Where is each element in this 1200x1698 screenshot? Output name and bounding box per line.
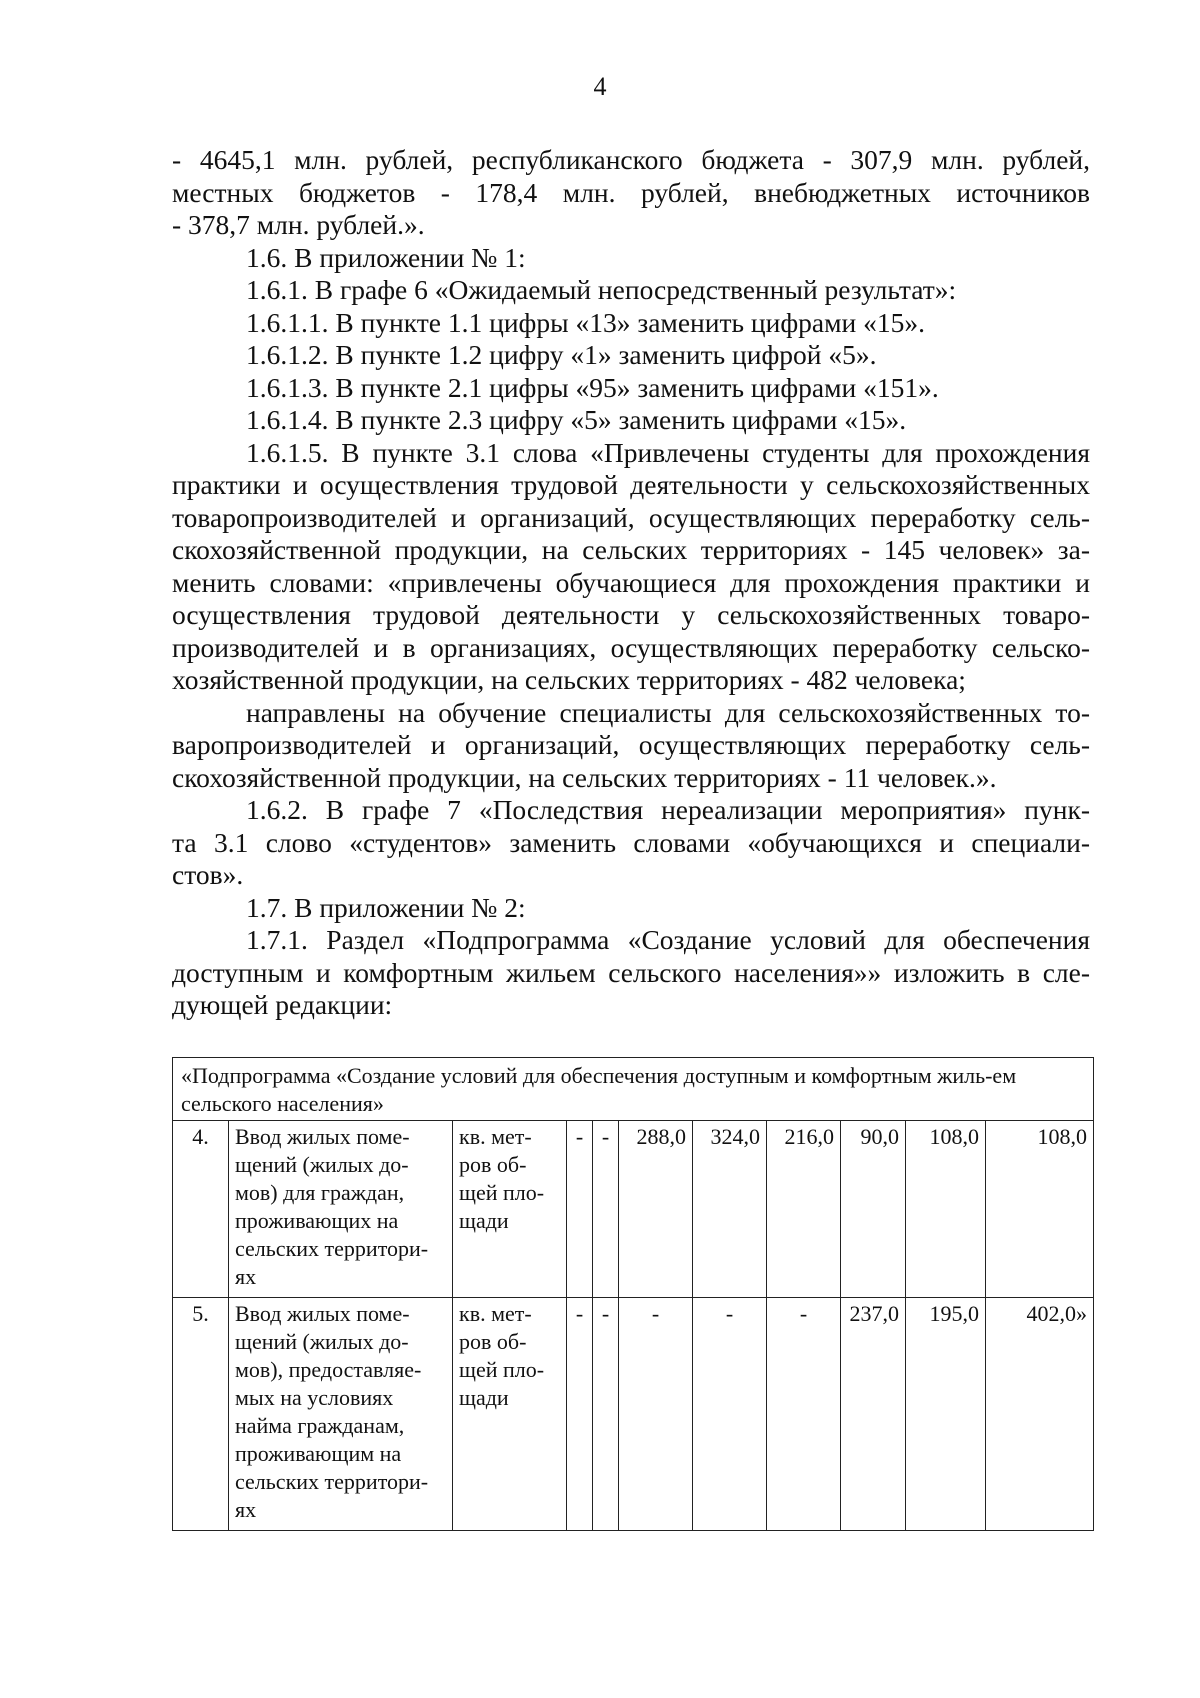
text-line: та 3.1 слово «студентов» заменить словами «обучающихся и специали- — [172, 826, 1090, 858]
table-header-row — [173, 1058, 1094, 1121]
paragraph-1-6-1-2: 1.6.1.2. В пункте 1.2 цифру «1» заменить цифрой «5». — [246, 339, 877, 370]
indicator-name: Ввод жилых поме-щений (жилых до-мов) для граждан, проживающих на сельских территори-ях — [229, 1121, 453, 1298]
value-cell: 402,0» — [986, 1298, 1094, 1531]
value-cell: 108,0 — [986, 1121, 1094, 1298]
paragraph-1-7-1 — [172, 924, 1090, 1022]
value-cell: - — [567, 1298, 593, 1531]
text-line: осуществления трудовой деятельности у сельскохозяйственных товаро- — [172, 599, 1090, 630]
paragraph-1-7: 1.7. В приложении № 2: — [246, 891, 526, 923]
paragraph-1-6-1-4: 1.6.1.4. В пункте 2.3 цифру «5» заменить цифрами «15». — [246, 404, 907, 435]
value-cell: - — [593, 1298, 619, 1531]
document-body — [172, 144, 1090, 1022]
text-line: 1.6.1.5. В пункте 3.1 слова «Привлечены студенты для прохождения — [246, 436, 1090, 468]
text-line: дующей редакции: — [172, 989, 393, 1020]
text-line: 1.6.2. В графе 7 «Последствия нереализации мероприятия» пунк- — [246, 794, 1090, 825]
value-cell: - — [693, 1298, 767, 1531]
text-line: менить словами: «привлечены обучающиеся для прохождения практики и — [172, 566, 1090, 598]
text-line: практики и осуществления трудовой деятельности у сельскохозяйственных — [172, 469, 1090, 500]
text-line: товаропроизводителей и организаций, осуществляющих переработку сель- — [172, 501, 1090, 533]
row-number: 5. — [173, 1298, 229, 1531]
unit-cell: кв. мет-ров об-щей пло-щади — [453, 1298, 567, 1531]
paragraph-1-6-1-5 — [172, 437, 1090, 697]
value-cell: 288,0 — [619, 1121, 693, 1298]
text-line: варопроизводителей и организаций, осуществляющих переработку сель- — [172, 729, 1090, 760]
text-line: хозяйственной продукции, на сельских территориях - 482 человека; — [172, 664, 966, 695]
table-row — [173, 1298, 1094, 1531]
value-cell: - — [619, 1298, 693, 1531]
table-section-header: «Подпрограмма «Создание условий для обеспечения доступным и комфортным жиль-ем сельского населения» — [173, 1058, 1094, 1121]
paragraph-1-6-1-3: 1.6.1.3. В пункте 2.1 цифры «95» заменить цифрами «151». — [246, 371, 939, 403]
value-cell: - — [593, 1121, 619, 1298]
subprogram-table — [172, 1057, 1094, 1531]
paragraph-1-6-1-1: 1.6.1.1. В пункте 1.1 цифры «13» заменить цифрами «15». — [246, 306, 925, 338]
text-line: скохозяйственной продукции, на сельских территориях - 145 человек» за- — [172, 534, 1090, 565]
paragraph-1-6: 1.6. В приложении № 1: — [246, 241, 526, 273]
text-line: - 4645,1 млн. рублей, республиканского бюджета - 307,9 млн. рублей, — [172, 144, 1090, 175]
text-line: скохозяйственной продукции, на сельских территориях - 11 человек.». — [172, 761, 997, 793]
value-cell: 216,0 — [767, 1121, 841, 1298]
row-number: 4. — [173, 1121, 229, 1298]
text-line: направлены на обучение специалисты для сельскохозяйственных то- — [246, 696, 1090, 728]
table-row — [173, 1121, 1094, 1298]
text-line: стов». — [172, 859, 244, 890]
paragraph-budget-continuation — [172, 144, 1090, 242]
indicator-name: Ввод жилых поме-щений (жилых до-мов), предоставляе-мых на условиях найма гражданам, проживающим на сельских территори-ях — [229, 1298, 453, 1531]
page-number: 4 — [593, 72, 607, 101]
paragraph-1-6-1: 1.6.1. В графе 6 «Ожидаемый непосредственный результат»: — [246, 274, 957, 305]
value-cell: - — [567, 1121, 593, 1298]
text-line: - 378,7 млн. рублей.». — [172, 209, 425, 240]
paragraph-napravleny — [172, 697, 1090, 795]
value-cell: - — [767, 1298, 841, 1531]
value-cell: 195,0 — [906, 1298, 986, 1531]
text-line: доступным и комфортным жильем сельского населения»» изложить в сле- — [172, 956, 1090, 988]
text-line: 1.7.1. Раздел «Подпрограмма «Создание условий для обеспечения — [246, 924, 1090, 955]
text-line: местных бюджетов - 178,4 млн. рублей, внебюджетных источников — [172, 176, 1090, 208]
value-cell: 90,0 — [841, 1121, 906, 1298]
unit-cell: кв. мет-ров об-щей пло-щади — [453, 1121, 567, 1298]
value-cell: 324,0 — [693, 1121, 767, 1298]
value-cell: 237,0 — [841, 1298, 906, 1531]
paragraph-1-6-2 — [172, 794, 1090, 892]
value-cell: 108,0 — [906, 1121, 986, 1298]
text-line: производителей и в организациях, осуществляющих переработку сельско- — [172, 631, 1090, 663]
